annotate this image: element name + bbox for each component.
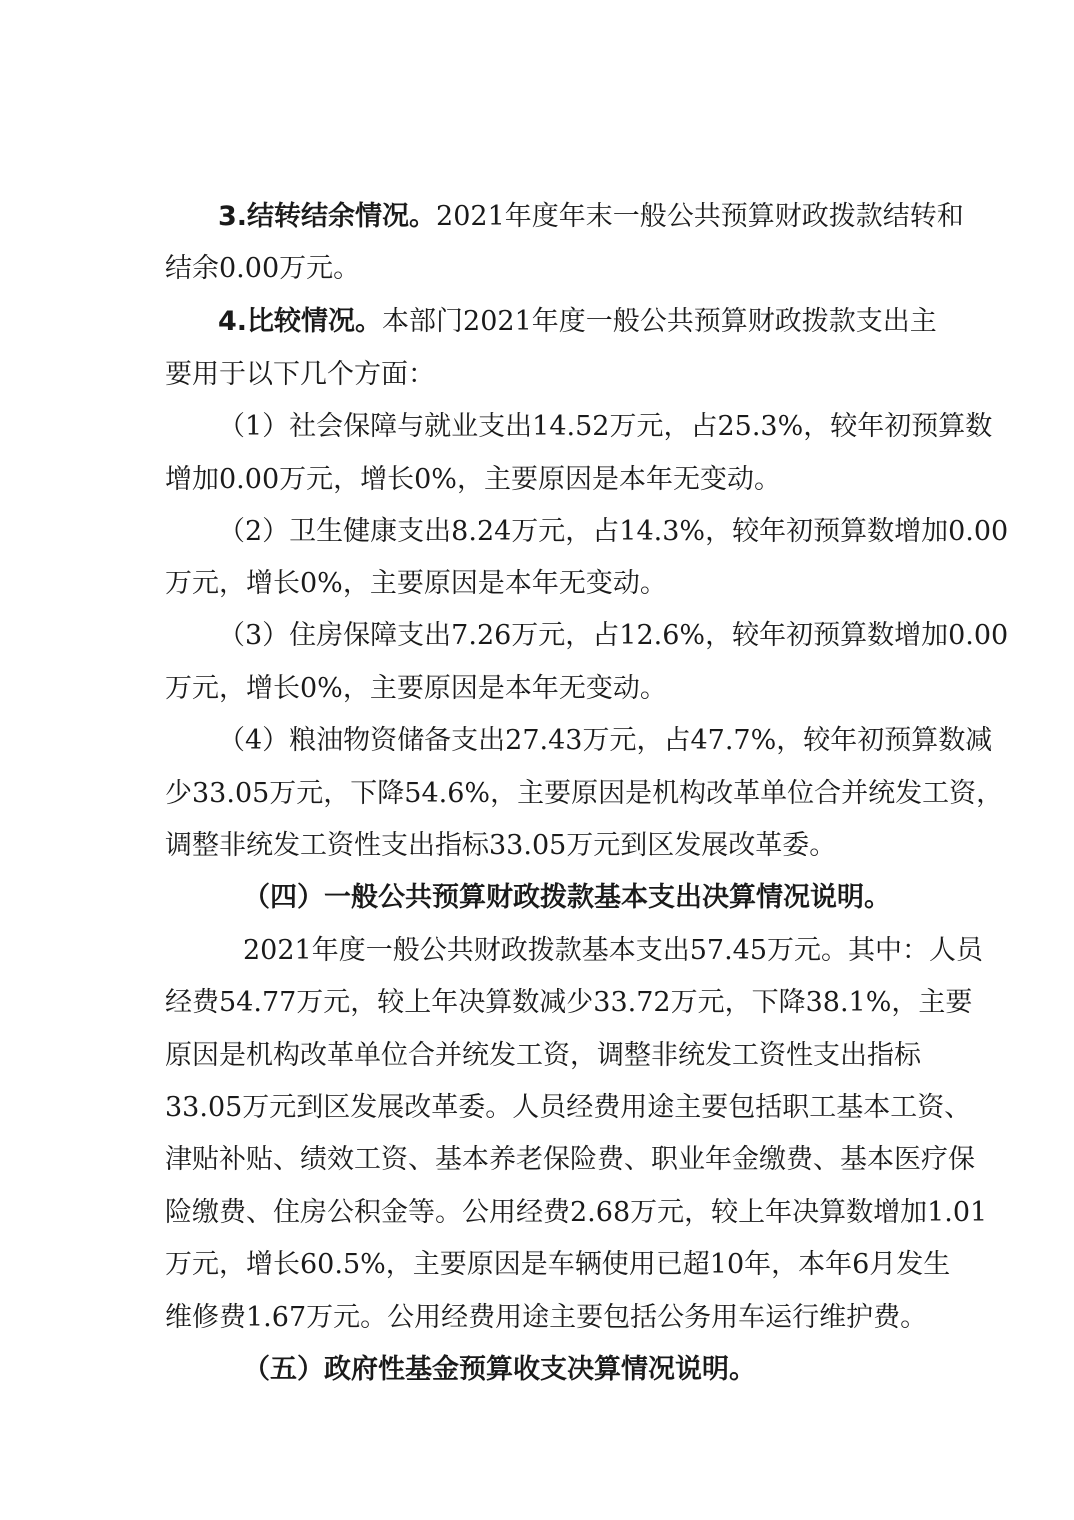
- paragraph-text: （1）社会保障与就业支出14.52万元，占25.3%，较年初预算数: [218, 411, 993, 442]
- basic-expense-line-8: [165, 1298, 928, 1338]
- paragraph-text: （2）卫生健康支出8.24万元，占14.3%，较年初预算数增加0.00: [218, 516, 1009, 547]
- item-4-line-1: [218, 721, 993, 761]
- item-2-line-1: [218, 512, 1009, 552]
- item-1-line-1: [218, 407, 993, 447]
- paragraph-comparison-line-2: [165, 355, 913, 395]
- basic-expense-line-7: [165, 1245, 951, 1285]
- paragraph-text: 经费54.77万元，较上年决算数减少33.72万元，下降38.1%，主要: [165, 987, 973, 1018]
- paragraph-text: 2021年度一般公共财政拨款基本支出57.45万元。其中：人员: [243, 935, 984, 966]
- item-2-line-2: [165, 564, 913, 604]
- paragraph-carryover-line-1: [218, 197, 964, 237]
- paragraph-text: 险缴费、住房公积金等。公用经费2.68万元，较上年决算数增加1.01: [165, 1197, 988, 1228]
- paragraph-text: 调整非统发工资性支出指标33.05万元到区发展改革委。: [165, 830, 837, 861]
- paragraph-text: 万元，增长60.5%，主要原因是车辆使用已超10年，本年6月发生: [165, 1249, 951, 1280]
- basic-expense-line-3: [165, 1036, 921, 1076]
- basic-expense-line-2: [165, 983, 973, 1023]
- paragraph-text: 2021年度年末一般公共预算财政拨款结转和: [436, 201, 964, 232]
- paragraph-text: 结余0.00万元。: [165, 253, 361, 284]
- basic-expense-line-1: [243, 931, 984, 971]
- basic-expense-line-5: [165, 1140, 975, 1180]
- paragraph-text: 津贴补贴、绩效工资、基本养老保险费、职业年金缴费、基本医疗保: [165, 1144, 975, 1175]
- item-1-line-2: [165, 460, 913, 500]
- paragraph-text: 本部门2021年度一般公共预算财政拨款支出主: [382, 306, 937, 337]
- item-3-line-2: [165, 669, 913, 709]
- paragraph-text: 万元，增长0%，主要原因是本年无变动。: [165, 568, 667, 599]
- basic-expense-line-6: [165, 1193, 988, 1233]
- paragraph-text: 33.05万元到区发展改革委。人员经费用途主要包括职工基本工资、: [165, 1092, 972, 1123]
- paragraph-text: （3）住房保障支出7.26万元，占12.6%，较年初预算数增加0.00: [218, 620, 1009, 651]
- section-heading-text: （四）一般公共预算财政拨款基本支出决算情况说明。: [243, 882, 891, 913]
- item-4-line-2: [165, 774, 1004, 814]
- item-4-line-3: [165, 826, 913, 866]
- paragraph-text: 维修费1.67万元。公用经费用途主要包括公务用车运行维护费。: [165, 1302, 928, 1333]
- section-heading-4: [243, 878, 913, 918]
- comparison-heading: 4.比较情况。: [218, 306, 383, 337]
- paragraph-text: 少33.05万元，下降54.6%，主要原因是机构改革单位合并统发工资，: [165, 778, 1004, 809]
- item-3-line-1: [218, 616, 1009, 656]
- basic-expense-line-4: [165, 1088, 972, 1128]
- paragraph-carryover-line-2: [165, 249, 913, 289]
- section-heading-text: （五）政府性基金预算收支决算情况说明。: [243, 1354, 756, 1385]
- paragraph-text: （4）粮油物资储备支出27.43万元，占47.7%，较年初预算数减: [218, 725, 993, 756]
- paragraph-text: 增加0.00万元，增长0%，主要原因是本年无变动。: [165, 464, 781, 495]
- carryover-heading: 3.结转结余情况。: [218, 201, 437, 232]
- paragraph-text: 要用于以下几个方面：: [165, 359, 435, 390]
- paragraph-text: 原因是机构改革单位合并统发工资，调整非统发工资性支出指标: [165, 1040, 921, 1071]
- section-heading-5: [243, 1350, 913, 1390]
- paragraph-text: 万元，增长0%，主要原因是本年无变动。: [165, 673, 667, 704]
- paragraph-comparison-line-1: [218, 302, 937, 342]
